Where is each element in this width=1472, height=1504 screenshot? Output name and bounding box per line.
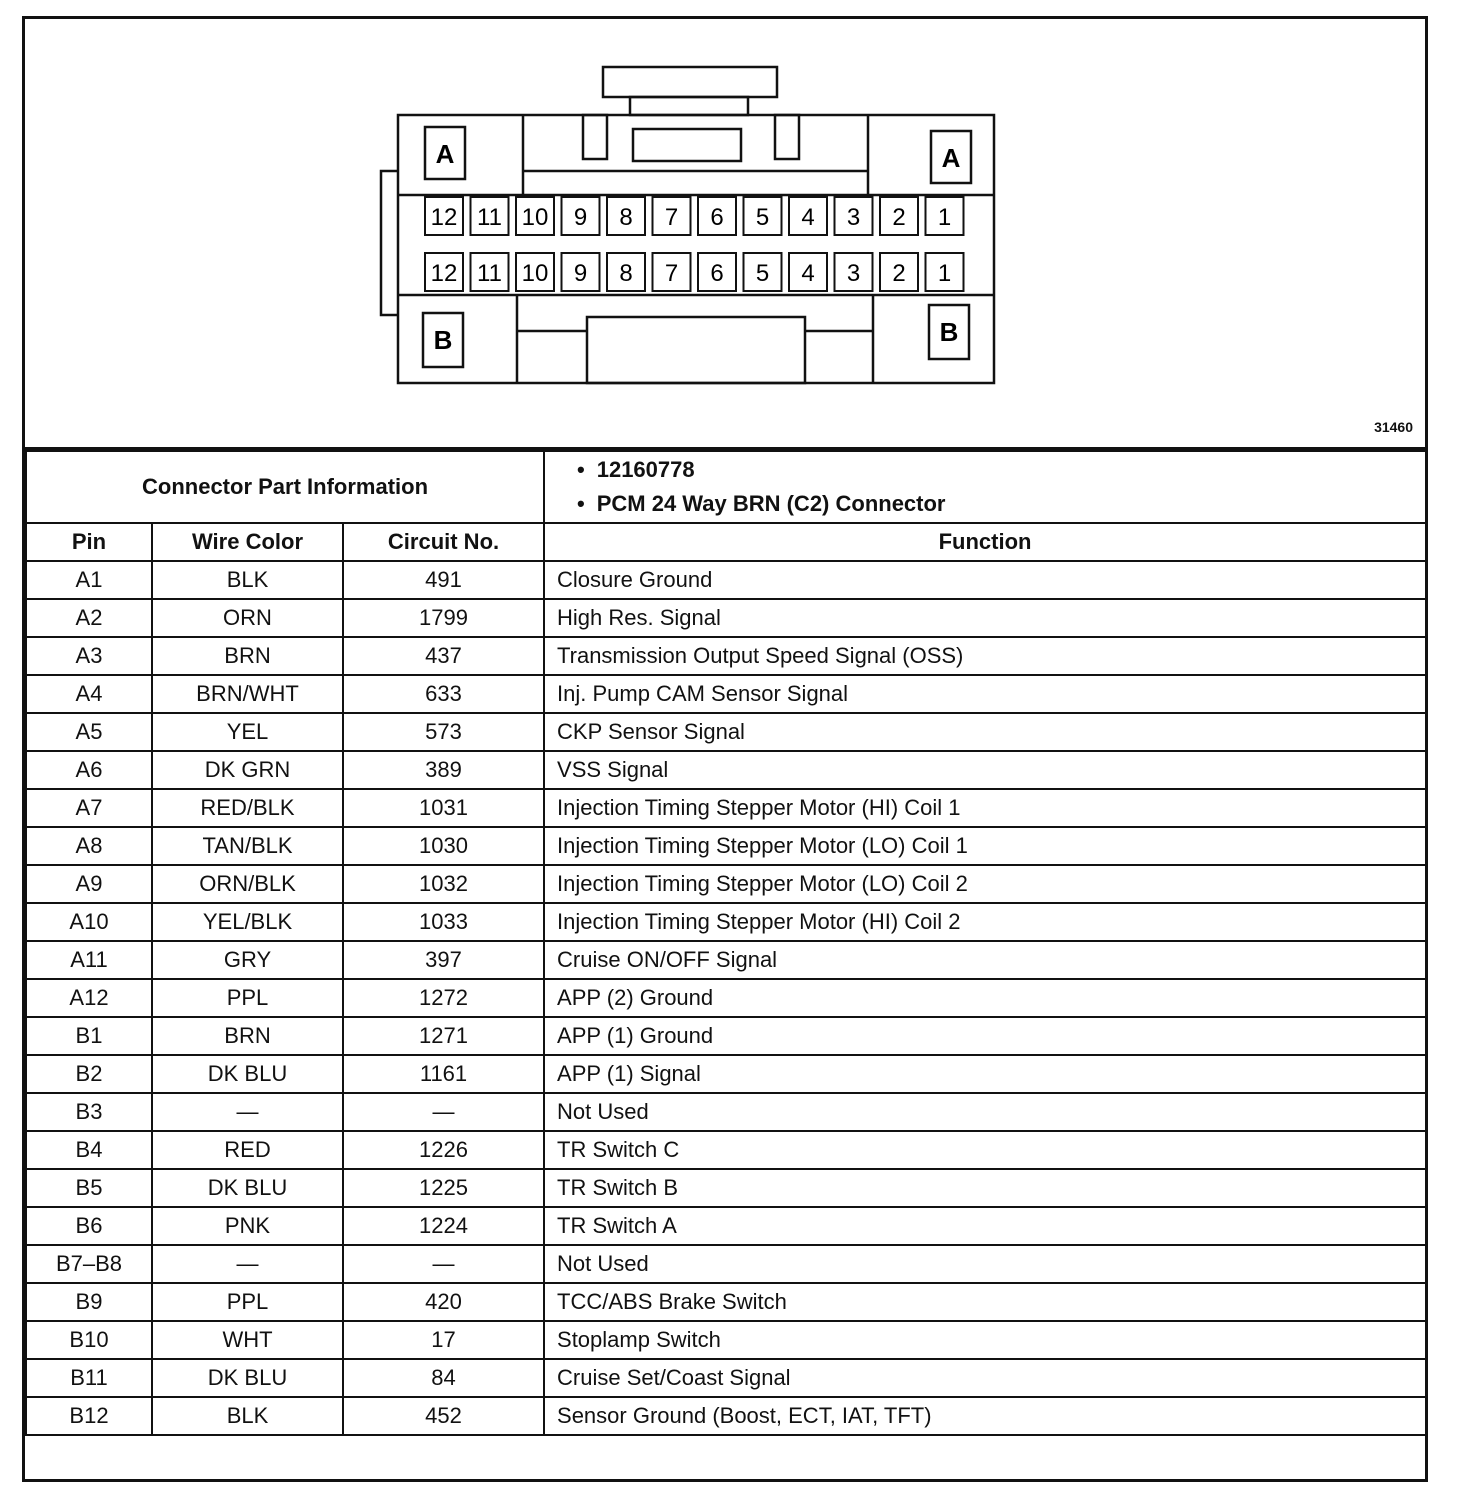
pin-b-number: 8 bbox=[619, 260, 633, 287]
function-cell: Injection Timing Stepper Motor (LO) Coil 2 bbox=[544, 865, 1426, 903]
pin-a-number: 8 bbox=[619, 204, 633, 231]
pin-b-number: 12 bbox=[430, 260, 458, 287]
function-cell: TCC/ABS Brake Switch bbox=[544, 1283, 1426, 1321]
latch-stem bbox=[630, 97, 748, 115]
pin-b-number: 4 bbox=[801, 260, 815, 287]
pin-cell: B1 bbox=[26, 1017, 152, 1055]
circuit-cell: 1225 bbox=[343, 1169, 544, 1207]
function-cell: CKP Sensor Signal bbox=[544, 713, 1426, 751]
upper-key-left bbox=[583, 115, 607, 159]
circuit-cell: 1031 bbox=[343, 789, 544, 827]
pin-b-number: 10 bbox=[521, 260, 549, 287]
circuit-cell: 1226 bbox=[343, 1131, 544, 1169]
pin-cell: B11 bbox=[26, 1359, 152, 1397]
circuit-cell: 633 bbox=[343, 675, 544, 713]
pin-a-number: 7 bbox=[664, 204, 679, 231]
pin-cell: A11 bbox=[26, 941, 152, 979]
circuit-cell: 1030 bbox=[343, 827, 544, 865]
pin-cell: B12 bbox=[26, 1397, 152, 1435]
pin-cell: B2 bbox=[26, 1055, 152, 1093]
figure-number: 31460 bbox=[1374, 419, 1413, 435]
circuit-cell: — bbox=[343, 1245, 544, 1283]
function-cell: Cruise Set/Coast Signal bbox=[544, 1359, 1426, 1397]
side-b-label-left: B bbox=[433, 325, 453, 355]
pin-cell: A9 bbox=[26, 865, 152, 903]
table-row bbox=[26, 1093, 1426, 1131]
function-cell: Not Used bbox=[544, 1245, 1426, 1283]
table-row bbox=[26, 827, 1426, 865]
connector-diagram-area bbox=[25, 19, 1425, 450]
upper-key-right bbox=[775, 115, 799, 159]
connector-face-diagram bbox=[25, 19, 1425, 447]
pin-a-number: 3 bbox=[846, 204, 861, 231]
circuit-cell: 452 bbox=[343, 1397, 544, 1435]
wire-color-cell: ORN/BLK bbox=[152, 865, 343, 903]
table-row bbox=[26, 1397, 1426, 1435]
function-cell: Cruise ON/OFF Signal bbox=[544, 941, 1426, 979]
wire-color-cell: PNK bbox=[152, 1207, 343, 1245]
function-cell: Injection Timing Stepper Motor (HI) Coil 2 bbox=[544, 903, 1426, 941]
function-cell: Injection Timing Stepper Motor (LO) Coil 1 bbox=[544, 827, 1426, 865]
pin-cell: A1 bbox=[26, 561, 152, 599]
circuit-cell: 84 bbox=[343, 1359, 544, 1397]
part-info-label: Connector Part Information bbox=[26, 451, 544, 523]
part-info-list bbox=[544, 451, 1426, 523]
header-function: Function bbox=[544, 523, 1426, 561]
part-info-row bbox=[26, 451, 1426, 523]
circuit-cell: 491 bbox=[343, 561, 544, 599]
table-row bbox=[26, 1017, 1426, 1055]
table-row bbox=[26, 1169, 1426, 1207]
pin-a-number: 1 bbox=[937, 204, 952, 231]
pin-cell: A7 bbox=[26, 789, 152, 827]
lower-key-center bbox=[587, 317, 805, 383]
table-row bbox=[26, 1321, 1426, 1359]
circuit-cell: 1033 bbox=[343, 903, 544, 941]
wire-color-cell: YEL/BLK bbox=[152, 903, 343, 941]
function-cell: APP (1) Ground bbox=[544, 1017, 1426, 1055]
pin-cell: B9 bbox=[26, 1283, 152, 1321]
function-cell: Injection Timing Stepper Motor (HI) Coil 1 bbox=[544, 789, 1426, 827]
function-cell: TR Switch B bbox=[544, 1169, 1426, 1207]
circuit-cell: 1224 bbox=[343, 1207, 544, 1245]
table-row bbox=[26, 979, 1426, 1017]
wire-color-cell: RED/BLK bbox=[152, 789, 343, 827]
pin-b-number: 11 bbox=[477, 260, 502, 287]
pin-cell: B6 bbox=[26, 1207, 152, 1245]
function-cell: Stoplamp Switch bbox=[544, 1321, 1426, 1359]
wire-color-cell: YEL bbox=[152, 713, 343, 751]
circuit-cell: 437 bbox=[343, 637, 544, 675]
pin-cell: A6 bbox=[26, 751, 152, 789]
pin-b-number: 6 bbox=[710, 260, 724, 287]
table-row bbox=[26, 789, 1426, 827]
wire-color-cell: BRN bbox=[152, 637, 343, 675]
circuit-cell: 17 bbox=[343, 1321, 544, 1359]
function-cell: Inj. Pump CAM Sensor Signal bbox=[544, 675, 1426, 713]
pin-a-number: 4 bbox=[801, 204, 815, 231]
pin-a-number: 10 bbox=[521, 204, 549, 231]
function-cell: APP (2) Ground bbox=[544, 979, 1426, 1017]
side-a-label-left: A bbox=[435, 139, 455, 169]
wire-color-cell: DK BLU bbox=[152, 1169, 343, 1207]
upper-key-center bbox=[633, 129, 741, 161]
table-row bbox=[26, 599, 1426, 637]
pin-cell: A10 bbox=[26, 903, 152, 941]
pin-cell: B5 bbox=[26, 1169, 152, 1207]
function-cell: APP (1) Signal bbox=[544, 1055, 1426, 1093]
circuit-cell: 1799 bbox=[343, 599, 544, 637]
connector-description: • PCM 24 Way BRN (C2) Connector bbox=[581, 487, 1425, 521]
header-pin: Pin bbox=[26, 523, 152, 561]
wire-color-cell: PPL bbox=[152, 1283, 343, 1321]
table-row bbox=[26, 1131, 1426, 1169]
wire-color-cell: WHT bbox=[152, 1321, 343, 1359]
circuit-cell: 389 bbox=[343, 751, 544, 789]
pin-cell: A12 bbox=[26, 979, 152, 1017]
pin-cell: A3 bbox=[26, 637, 152, 675]
circuit-cell: 1161 bbox=[343, 1055, 544, 1093]
table-row bbox=[26, 1283, 1426, 1321]
pin-cell: B7–B8 bbox=[26, 1245, 152, 1283]
circuit-cell: 397 bbox=[343, 941, 544, 979]
wire-color-cell: PPL bbox=[152, 979, 343, 1017]
pin-cell: B3 bbox=[26, 1093, 152, 1131]
wire-color-cell: — bbox=[152, 1093, 343, 1131]
function-cell: Not Used bbox=[544, 1093, 1426, 1131]
pin-a-number: 5 bbox=[755, 204, 770, 231]
side-bracket bbox=[381, 171, 398, 315]
header-circuit: Circuit No. bbox=[343, 523, 544, 561]
circuit-cell: 1271 bbox=[343, 1017, 544, 1055]
wire-color-cell: DK GRN bbox=[152, 751, 343, 789]
pin-a-number: 11 bbox=[477, 204, 502, 231]
table-row bbox=[26, 675, 1426, 713]
pin-cell: A2 bbox=[26, 599, 152, 637]
document-frame bbox=[22, 16, 1428, 1482]
circuit-cell: 573 bbox=[343, 713, 544, 751]
pin-cell: A5 bbox=[26, 713, 152, 751]
connector-body bbox=[398, 115, 994, 383]
circuit-cell: 1272 bbox=[343, 979, 544, 1017]
circuit-cell: 1032 bbox=[343, 865, 544, 903]
wire-color-cell: DK BLU bbox=[152, 1359, 343, 1397]
wire-color-cell: RED bbox=[152, 1131, 343, 1169]
table-row bbox=[26, 941, 1426, 979]
wire-color-cell: BRN bbox=[152, 1017, 343, 1055]
circuit-cell: 420 bbox=[343, 1283, 544, 1321]
pinout-table bbox=[25, 450, 1427, 1436]
side-b-label-right: B bbox=[939, 317, 959, 347]
table-row bbox=[26, 903, 1426, 941]
wire-color-cell: BLK bbox=[152, 561, 343, 599]
pin-a-number: 6 bbox=[710, 204, 724, 231]
table-row bbox=[26, 1245, 1426, 1283]
pin-a-number: 9 bbox=[573, 204, 588, 231]
pin-b-number: 3 bbox=[846, 260, 861, 287]
pin-b-number: 2 bbox=[892, 260, 906, 287]
wire-color-cell: TAN/BLK bbox=[152, 827, 343, 865]
pin-a-number: 12 bbox=[430, 204, 458, 231]
wire-color-cell: BRN/WHT bbox=[152, 675, 343, 713]
function-cell: Sensor Ground (Boost, ECT, IAT, TFT) bbox=[544, 1397, 1426, 1435]
table-row bbox=[26, 865, 1426, 903]
pin-a-number: 2 bbox=[892, 204, 906, 231]
function-cell: Closure Ground bbox=[544, 561, 1426, 599]
wire-color-cell: ORN bbox=[152, 599, 343, 637]
wire-color-cell: — bbox=[152, 1245, 343, 1283]
pin-b-number: 5 bbox=[755, 260, 770, 287]
table-header-row bbox=[26, 523, 1426, 561]
table-row bbox=[26, 713, 1426, 751]
wire-color-cell: BLK bbox=[152, 1397, 343, 1435]
function-cell: TR Switch C bbox=[544, 1131, 1426, 1169]
function-cell: High Res. Signal bbox=[544, 599, 1426, 637]
pin-cell: B4 bbox=[26, 1131, 152, 1169]
table-row bbox=[26, 1055, 1426, 1093]
function-cell: Transmission Output Speed Signal (OSS) bbox=[544, 637, 1426, 675]
pin-row-a bbox=[425, 197, 964, 235]
pin-cell: B10 bbox=[26, 1321, 152, 1359]
table-row bbox=[26, 1359, 1426, 1397]
part-number: • 12160778 bbox=[581, 453, 1425, 487]
function-cell: TR Switch A bbox=[544, 1207, 1426, 1245]
wire-color-cell: GRY bbox=[152, 941, 343, 979]
pin-b-number: 9 bbox=[573, 260, 588, 287]
header-wire-color: Wire Color bbox=[152, 523, 343, 561]
table-row bbox=[26, 637, 1426, 675]
table-row bbox=[26, 751, 1426, 789]
pin-row-b bbox=[425, 253, 964, 291]
pin-b-number: 7 bbox=[664, 260, 679, 287]
side-a-label-right: A bbox=[941, 143, 961, 173]
latch-top bbox=[603, 67, 777, 97]
function-cell: VSS Signal bbox=[544, 751, 1426, 789]
circuit-cell: — bbox=[343, 1093, 544, 1131]
pin-cell: A4 bbox=[26, 675, 152, 713]
wire-color-cell: DK BLU bbox=[152, 1055, 343, 1093]
pin-b-number: 1 bbox=[937, 260, 952, 287]
pin-cell: A8 bbox=[26, 827, 152, 865]
table-row bbox=[26, 1207, 1426, 1245]
table-row bbox=[26, 561, 1426, 599]
